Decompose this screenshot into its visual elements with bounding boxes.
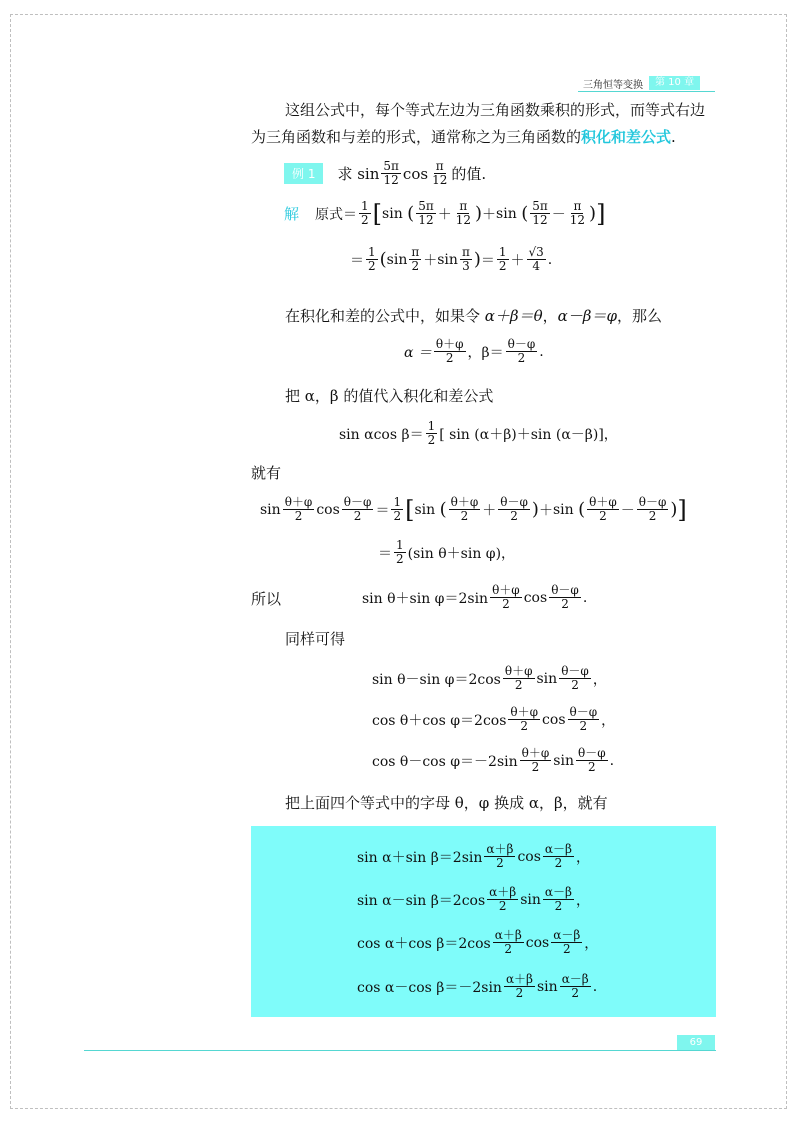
denominator: 2 [561, 597, 569, 611]
lhs: cos θ＋cos φ＝2cos [372, 712, 507, 729]
fraction [543, 843, 574, 870]
minus: － [551, 206, 566, 223]
numerator: π [435, 159, 444, 173]
denominator: 2 [554, 856, 563, 870]
equation-long-2 [378, 539, 515, 566]
denominator: 2 [514, 678, 523, 692]
fraction [527, 246, 546, 273]
numerator: 5π [418, 199, 434, 213]
denominator: 2 [531, 760, 540, 774]
lhs: sin α－sin β＝2cos [357, 892, 486, 909]
equation-long-1 [260, 496, 687, 523]
fraction [530, 200, 550, 227]
fraction [560, 973, 591, 1000]
fraction [484, 843, 515, 870]
denominator: 2 [554, 899, 563, 913]
solution-line-1 [284, 200, 605, 227]
sin: sin [386, 251, 408, 268]
highlight-term: 积化和差公式 [581, 128, 672, 146]
trig: sin [520, 891, 541, 908]
lhs: sin θ－sin φ＝2cos [372, 671, 501, 688]
fraction [568, 706, 600, 733]
punct: ， [584, 935, 599, 952]
paragraph-substitute: 把 α，β 的值代入积化和差公式 [285, 387, 494, 405]
fraction [430, 160, 449, 187]
fraction [498, 496, 530, 523]
fraction [416, 200, 436, 227]
numerator: θ＋φ [589, 495, 617, 509]
lhs: cos α＋cos β＝2cos [357, 935, 491, 952]
trig: sin [553, 752, 574, 769]
fraction [568, 200, 587, 227]
fraction [503, 665, 535, 692]
example-text-pre: 求 sin [337, 165, 380, 183]
denominator: 2 [353, 509, 362, 523]
fraction [520, 747, 552, 774]
paren: ) [473, 248, 481, 270]
denominator: 2 [502, 597, 510, 611]
fraction [559, 665, 591, 692]
fraction [493, 929, 524, 956]
fraction [487, 886, 518, 913]
box-equation-4 [357, 973, 597, 1000]
fraction [366, 246, 378, 273]
denominator: 2 [579, 719, 588, 733]
running-header [583, 76, 700, 90]
denominator: 2 [498, 259, 507, 273]
paren: ) [475, 202, 483, 224]
fraction [454, 200, 473, 227]
fraction [637, 496, 669, 523]
fraction [576, 747, 608, 774]
lhs: sin θ＋sin φ＝2sin [362, 590, 489, 607]
bracket: [ [405, 495, 415, 524]
numerator: 1 [368, 245, 376, 259]
lhs: cos θ－cos φ＝－2sin [372, 753, 518, 770]
plus: ＋ [423, 252, 438, 269]
denominator: 12 [418, 213, 434, 227]
plus: ＋ [510, 252, 525, 269]
numerator: α－β [544, 885, 572, 899]
text: ， [542, 307, 558, 325]
punct: ， [601, 712, 616, 729]
equals: ＝ [350, 252, 364, 269]
denominator: 2 [393, 509, 402, 523]
text: ，那么 [616, 307, 662, 325]
denominator: 2 [460, 509, 469, 523]
numerator: θ＋φ [504, 664, 533, 678]
fraction [394, 539, 406, 566]
paragraph-therefore: 所以 [251, 590, 282, 608]
expr: α－β＝φ [557, 307, 617, 325]
cos: cos [523, 589, 548, 606]
numerator: α＋β [505, 972, 533, 986]
plus: ＋ [538, 502, 553, 519]
paren: ( [521, 202, 529, 224]
paren: ) [589, 202, 597, 224]
equals: ＝ [480, 252, 495, 269]
equation-group1-1 [372, 665, 607, 692]
numerator: α＋β [494, 928, 522, 942]
fraction [426, 420, 438, 447]
numerator: θ－φ [561, 664, 589, 678]
numerator: θ－φ [507, 337, 536, 351]
bracket: ] [677, 495, 687, 524]
paren: ) [670, 498, 678, 520]
fraction [342, 496, 374, 523]
fraction [490, 584, 522, 611]
numerator: 1 [427, 419, 436, 433]
solution-lhs: 原式＝ [315, 206, 358, 223]
sin: sin [414, 501, 436, 518]
solution-line-2 [350, 246, 552, 273]
lhs: sin αcos β＝ [339, 426, 424, 443]
header-rule [578, 91, 715, 92]
box-equation-3 [357, 929, 598, 956]
numerator: π [461, 245, 470, 259]
denominator: 2 [411, 259, 420, 273]
text: 在积化和差的公式中，如果令 [285, 307, 485, 325]
numerator: θ－φ [551, 583, 579, 597]
numerator: 5π [383, 159, 399, 173]
denominator: 2 [427, 433, 436, 447]
fraction [506, 338, 538, 365]
punct: . [609, 752, 615, 769]
numerator: θ＋φ [510, 705, 539, 719]
paren: ( [407, 202, 415, 224]
sin: sin [496, 205, 517, 222]
equals: ＝ [378, 545, 392, 562]
equation-group1-2 [372, 706, 615, 733]
paren: ( [439, 498, 447, 520]
numerator: θ－φ [638, 495, 667, 509]
equation-product [339, 420, 618, 447]
numerator: θ＋φ [284, 495, 313, 509]
fraction [409, 246, 421, 273]
trig: cos [542, 711, 566, 728]
numerator: π [459, 199, 468, 213]
punct: ， [575, 849, 590, 866]
numerator: θ＋φ [521, 746, 550, 760]
equation-group1-3 [372, 747, 614, 774]
fraction [587, 496, 619, 523]
fraction [359, 200, 371, 227]
period: . [539, 343, 544, 360]
denominator: 2 [587, 760, 596, 774]
plus: ＋ [437, 206, 452, 223]
rhs: (sin θ＋sin φ)， [407, 545, 516, 562]
trig: sin [537, 978, 558, 995]
denominator: 12 [569, 213, 586, 227]
numerator: π [573, 199, 582, 213]
paragraph-similarly: 同样可得 [285, 630, 346, 648]
box-equation-2 [357, 886, 590, 913]
intro-text: 为三角函数和与差的形式，通常称之为三角函数的 [251, 128, 582, 146]
numerator: √3 [528, 245, 544, 259]
denominator: 2 [504, 942, 513, 956]
fraction [504, 973, 535, 1000]
numerator: θ－φ [569, 705, 598, 719]
denominator: 2 [571, 986, 580, 1000]
numerator: θ＋φ [450, 495, 479, 509]
paren: ) [531, 498, 539, 520]
minus: － [620, 502, 635, 519]
equation-alpha-beta [404, 338, 544, 365]
numerator: π [411, 245, 420, 259]
intro-line-2 [251, 124, 676, 151]
fraction [497, 246, 509, 273]
numerator: θ－φ [577, 746, 606, 760]
chapter-number: 第 10 章 [649, 76, 700, 90]
numerator: α－β [561, 972, 589, 986]
denominator: 2 [396, 552, 404, 566]
trig: cos [525, 934, 550, 951]
denominator: 2 [515, 986, 524, 1000]
period: . [547, 251, 553, 268]
denominator: 3 [462, 259, 470, 273]
numerator: 1 [393, 495, 402, 509]
numerator: θ－φ [500, 495, 528, 509]
solution-label: 解 [284, 205, 300, 223]
paragraph-thus: 就有 [251, 464, 282, 482]
denominator: 2 [648, 509, 657, 523]
numerator: θ＋φ [435, 337, 464, 351]
lhs: sin α＋sin β＝2sin [357, 849, 483, 866]
denominator: 2 [498, 899, 507, 913]
denominator: 12 [383, 173, 399, 187]
fraction [543, 886, 574, 913]
fraction [434, 338, 466, 365]
numerator: 5π [532, 199, 548, 213]
numerator: 1 [361, 199, 369, 213]
numerator: 1 [498, 245, 507, 259]
numerator: θ＋φ [492, 583, 520, 597]
fraction [449, 496, 481, 523]
bracket: [ [372, 199, 383, 228]
trig: cos [517, 848, 541, 865]
denominator: 2 [520, 719, 529, 733]
box-equation-1 [357, 843, 590, 870]
numerator: 1 [396, 538, 404, 552]
punct: . [592, 978, 598, 995]
equals: ＝ [375, 502, 390, 519]
page-number: 69 [677, 1035, 715, 1050]
paragraph-replace: 把上面四个等式中的字母 θ，φ 换成 α，β，就有 [285, 794, 608, 812]
numerator: α＋β [486, 842, 514, 856]
numerator: α＋β [489, 885, 517, 899]
example-1 [284, 160, 486, 187]
intro-end: . [671, 128, 676, 146]
intro-line-1: 这组公式中，每个等式左边为三角函数乘积的形式，而等式右边 [285, 101, 706, 119]
chapter-title: 三角恒等变换 [583, 79, 643, 91]
rhs: [ sin (α＋β)＋sin (α－β)]， [439, 426, 618, 443]
denominator: 2 [361, 213, 369, 227]
denominator: 2 [496, 856, 504, 870]
plus: ＋ [482, 206, 497, 223]
beta-eq: ，β＝ [467, 344, 504, 361]
expr: α＋β＝θ [484, 307, 543, 325]
sin: sin [260, 501, 281, 518]
equation-sum [362, 584, 587, 611]
bracket: ] [596, 199, 606, 228]
denominator: 2 [562, 942, 571, 956]
sin: sin [382, 205, 403, 222]
numerator: θ－φ [343, 495, 372, 509]
period: . [582, 589, 588, 606]
denominator: 12 [432, 173, 448, 187]
lhs: cos α－cos β＝－2sin [357, 979, 502, 996]
fraction [283, 496, 315, 523]
example-text-post: 的值. [451, 165, 487, 183]
punct: ， [592, 671, 607, 688]
denominator: 12 [455, 213, 472, 227]
example-label: 例 1 [284, 163, 323, 184]
footer-rule [84, 1050, 716, 1051]
denominator: 2 [510, 509, 518, 523]
denominator: 2 [571, 678, 579, 692]
numerator: α－β [544, 842, 572, 856]
paragraph-substitution [285, 303, 662, 330]
alpha-eq: α ＝ [404, 344, 432, 361]
fraction [391, 496, 403, 523]
numerator: α－β [553, 928, 581, 942]
denominator: 12 [532, 213, 548, 227]
denominator: 2 [517, 351, 526, 365]
fraction [549, 584, 581, 611]
fraction [508, 706, 540, 733]
punct: ， [575, 892, 590, 909]
fraction [551, 929, 582, 956]
denominator: 2 [294, 509, 303, 523]
paren: ( [379, 248, 387, 270]
denominator: 2 [445, 351, 454, 365]
example-text-mid: cos [402, 164, 429, 183]
fraction [381, 160, 401, 187]
trig: sin [536, 670, 558, 687]
cos: cos [316, 501, 340, 518]
sin: sin [437, 251, 458, 268]
denominator: 2 [599, 509, 607, 523]
plus: ＋ [482, 502, 497, 519]
sin: sin [552, 501, 574, 518]
paren: ( [578, 498, 586, 520]
denominator: 2 [368, 259, 376, 273]
denominator: 4 [532, 259, 540, 273]
fraction [460, 246, 472, 273]
